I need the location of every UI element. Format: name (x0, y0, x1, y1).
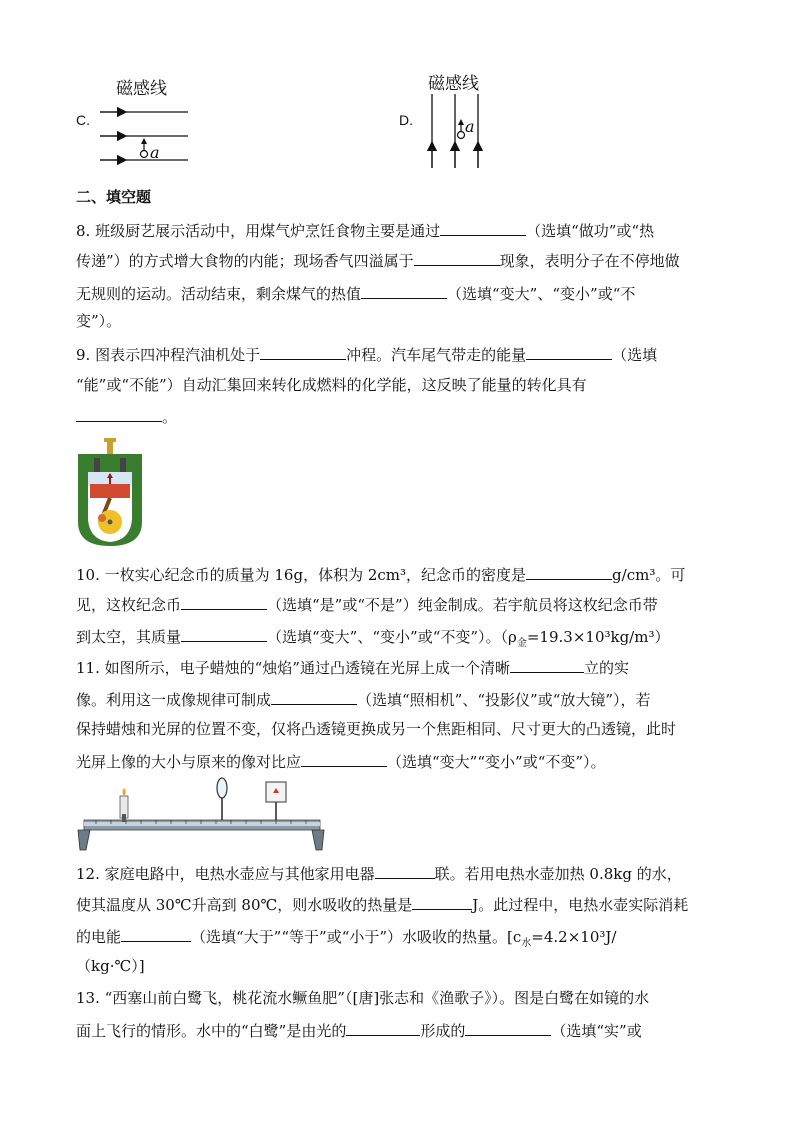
point-a-label: a (465, 117, 475, 136)
test-point (458, 132, 465, 139)
option-c-figure (98, 100, 193, 166)
answer-blank[interactable] (121, 925, 191, 942)
optical-bench-figure (76, 776, 326, 852)
test-point (141, 151, 148, 158)
option-d-letter: D. (399, 112, 413, 128)
answer-blank[interactable] (375, 862, 435, 879)
answer-blank[interactable] (414, 249, 500, 266)
answer-blank[interactable] (526, 563, 612, 580)
answer-blank[interactable] (271, 688, 357, 705)
answer-blank[interactable] (346, 1019, 420, 1036)
answer-blank[interactable] (260, 343, 346, 360)
answer-blank[interactable] (181, 593, 267, 610)
answer-blank[interactable] (510, 656, 584, 673)
point-a-label: a (150, 143, 160, 162)
engine-figure (76, 436, 144, 548)
answer-blank[interactable] (412, 893, 472, 910)
answer-blank[interactable] (181, 625, 267, 642)
answer-blank[interactable] (440, 219, 526, 236)
option-c-field-label: 磁感线 (116, 79, 167, 99)
answer-blank[interactable] (526, 343, 612, 360)
section-title: 二、填空题 (76, 188, 152, 206)
answer-blank[interactable] (361, 282, 447, 299)
answer-blank[interactable] (301, 750, 387, 767)
answer-blank[interactable] (76, 405, 162, 422)
option-d-figure (424, 92, 484, 170)
option-c-letter: C. (76, 112, 90, 128)
answer-blank[interactable] (465, 1019, 551, 1036)
option-d-field-label: 磁感线 (428, 74, 479, 94)
